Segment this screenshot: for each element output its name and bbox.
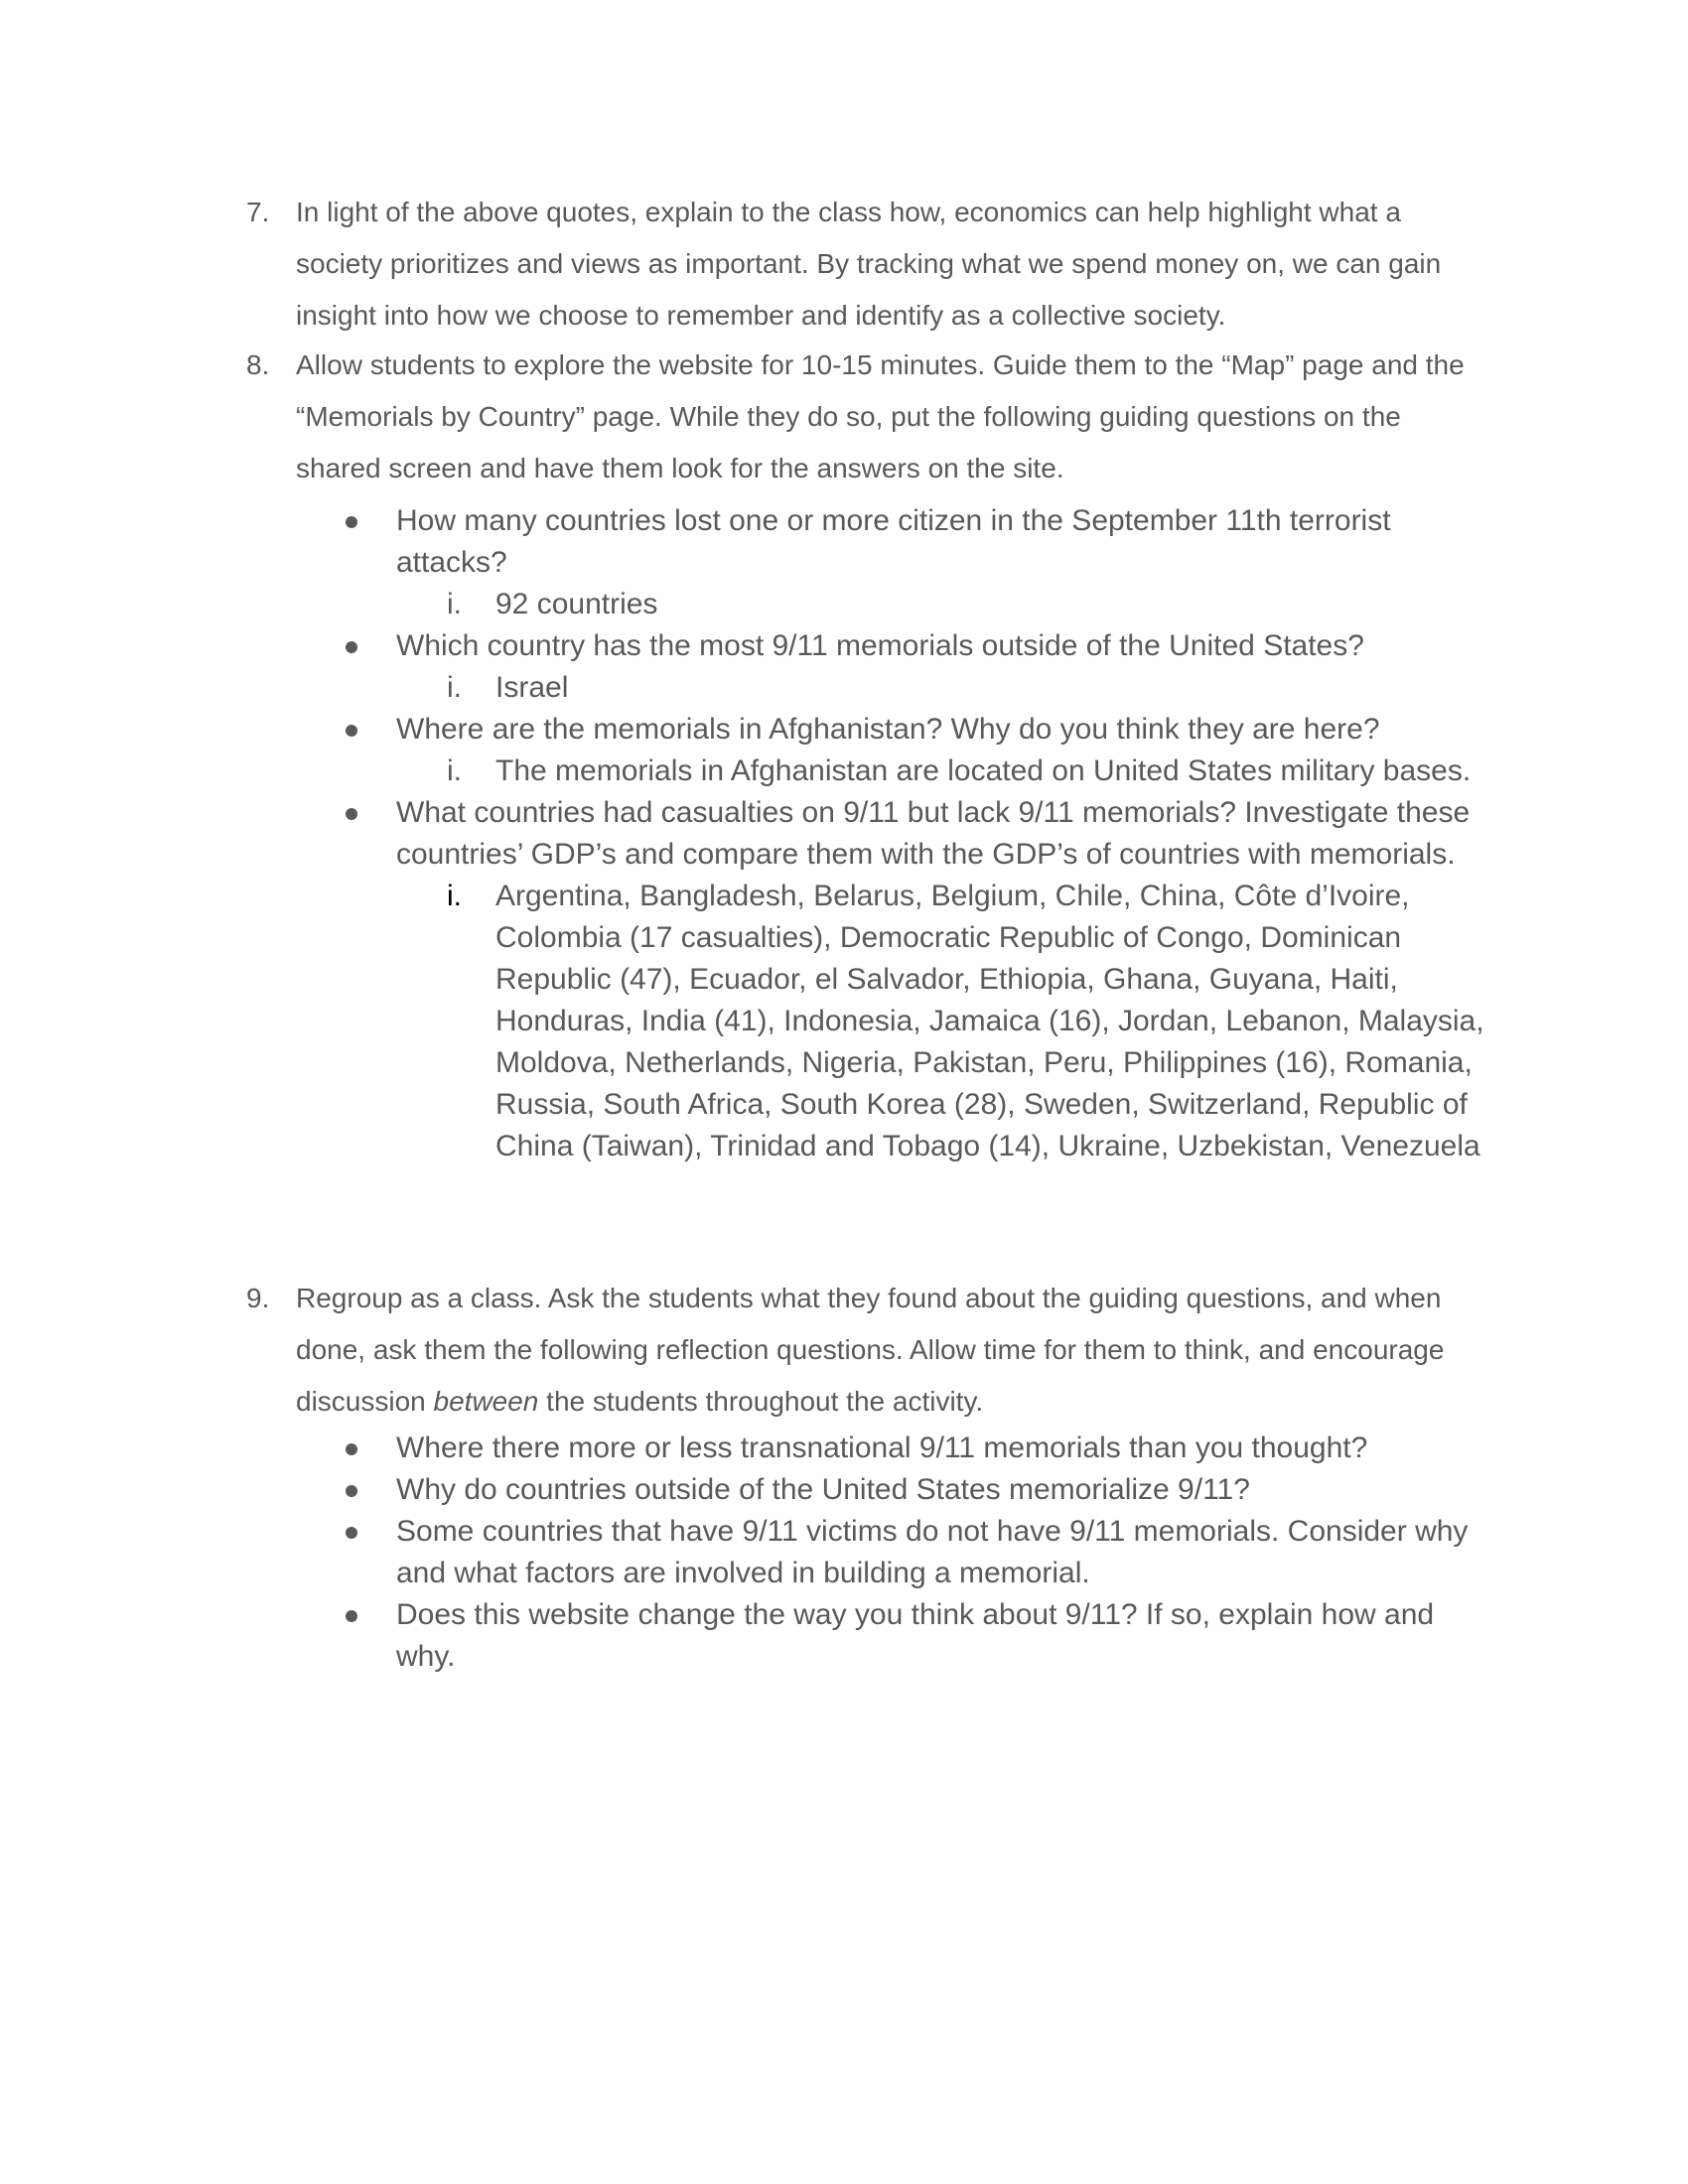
- item-number: 8.: [246, 349, 270, 380]
- question-text: Where are the memorials in Afghanistan? Why do you think they are here?: [396, 713, 1380, 746]
- item-text-part: Regroup as a class. Ask the students what they found about the guiding questions, and when done, ask them the following reflection questions. Allow time for them to think, and encourage discussion: [296, 1283, 1445, 1417]
- list-item: [346, 1469, 1487, 1511]
- bullet-icon: [346, 1610, 357, 1622]
- question-text: Which country has the most 9/11 memorials outside of the United States?: [396, 629, 1364, 662]
- bullet-icon: [346, 725, 357, 737]
- bullet-icon: [346, 1485, 357, 1497]
- item-text-part: the students throughout the activity.: [538, 1386, 984, 1417]
- item-number: 7.: [246, 197, 270, 227]
- answer-item: [346, 667, 1487, 709]
- answer-item: [346, 876, 1487, 1167]
- reflection-questions-list: [346, 1428, 1487, 1678]
- bullet-icon: [346, 808, 357, 820]
- bullet-icon: [346, 1443, 357, 1455]
- list-item: [346, 709, 1487, 751]
- question-text: Does this website change the way you think about 9/11? If so, explain how and why.: [396, 1598, 1435, 1673]
- answer-marker: i.: [447, 880, 462, 912]
- answer-text: 92 countries: [495, 588, 658, 620]
- bullet-icon: [346, 516, 357, 528]
- question-text: Some countries that have 9/11 victims do not have 9/11 memorials. Consider why and what factors are involved in building a memorial.: [396, 1515, 1469, 1589]
- answer-item: [346, 584, 1487, 625]
- answer-marker: i.: [447, 588, 462, 620]
- answer-text: The memorials in Afghanistan are located on United States military bases.: [495, 754, 1472, 787]
- item-number: 9.: [246, 1283, 270, 1313]
- answer-text: Israel: [495, 671, 569, 704]
- answer-text: Argentina, Bangladesh, Belarus, Belgium, Chile, China, Côte d’Ivoire, Colombia (17 casualties), Democratic Republic of Congo, Dominican Republic (47), Ecuador, el Salvador, Ethiopia, Ghana, Guyana, Haiti, Honduras, India (41), Indonesia, Jamaica (16), Jordan, Lebanon, Malaysia, Moldova, Netherlands, Nigeria, Pakistan, Peru, Philippines (16), Romania, Russia, South Africa, South Korea (28), Sweden, Switzerland, Republic of China (Taiwan), Trinidad and Tobago (14), Ukraine, Uzbekistan, Venezuela: [495, 880, 1484, 1162]
- answer-marker: i.: [447, 671, 462, 704]
- question-text: What countries had casualties on 9/11 but lack 9/11 memorials? Investigate these countries’ GDP’s and compare them with the GDP’s of countries with memorials.: [396, 796, 1471, 871]
- item-text: [296, 1273, 1477, 1428]
- bullet-icon: [346, 641, 357, 653]
- bullet-icon: [346, 1527, 357, 1539]
- answer-item: [346, 751, 1487, 792]
- item-text: In light of the above quotes, explain to the class how, economics can help highlight what a society prioritizes and views as important. By tracking what we spend money on, we can gain insight into how we choose to remember and identify as a collective society.: [296, 197, 1442, 331]
- list-item: [346, 625, 1487, 667]
- emphasis-text: between: [433, 1386, 539, 1417]
- item-text: Allow students to explore the website for 10-15 minutes. Guide them to the “Map” page and the “Memorials by Country” page. While they do so, put the following guiding questions on the shared screen and have them look for the answers on the site.: [296, 349, 1465, 483]
- list-item: [346, 1511, 1487, 1594]
- answer-marker: i.: [447, 754, 462, 787]
- list-item: [346, 1594, 1487, 1678]
- list-item: [346, 500, 1487, 584]
- list-item: [346, 1428, 1487, 1469]
- question-text: Why do countries outside of the United States memorialize 9/11?: [396, 1473, 1250, 1506]
- guiding-questions-list: [346, 500, 1487, 1167]
- list-item: [346, 792, 1487, 876]
- question-text: Where there more or less transnational 9/11 memorials than you thought?: [396, 1432, 1368, 1464]
- question-text: How many countries lost one or more citizen in the September 11th terrorist attacks?: [396, 504, 1391, 579]
